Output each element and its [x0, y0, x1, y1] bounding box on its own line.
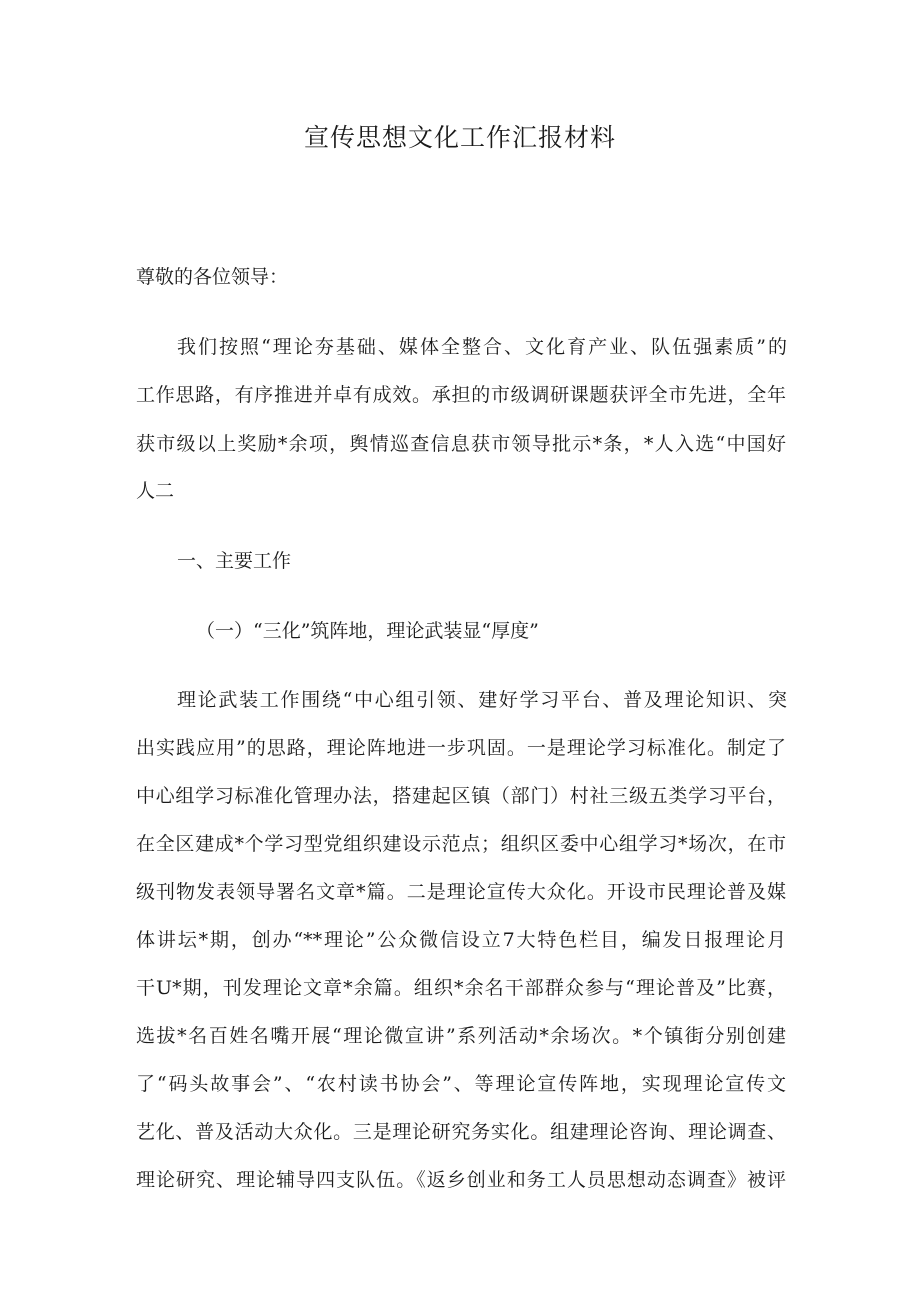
intro-line-1: 我们按照“理论夯基础、媒体全整合、文化育产业、队伍强素质”的 — [177, 336, 787, 358]
section1-line-11: 理论研究、理论辅导四支队伍。《返乡创业和务工人员思想动态调查》被评 — [136, 1169, 786, 1191]
section1-line-3: 中心组学习标准化管理办法，搭建起区镇（部门）村社三级五类学习平台， — [136, 785, 786, 807]
intro-line-4: 人二 — [136, 480, 175, 502]
section-heading-main-work: 一、主要工作 — [177, 550, 292, 572]
section1-line-7: 干U*期，刊发理论文章*余篇。组织*余名干部群众参与“理论普及”比赛， — [136, 977, 786, 999]
section1-line-1: 理论武装工作围绕“中心组引领、建好学习平台、普及理论知识、突 — [177, 689, 787, 711]
section1-line-8: 选拔*名百姓名嘴开展“理论微宣讲”系列活动*余场次。*个镇街分别创建 — [136, 1025, 786, 1047]
document-title: 宣传思想文化工作汇报材料 — [303, 123, 616, 152]
section1-line-4: 在全区建成*个学习型党组织建设示范点；组织区委中心组学习*场次，在市 — [136, 833, 786, 855]
intro-line-3: 获市级以上奖励*余项，舆情巡查信息获市领导批示*条，*人入选“中国好 — [136, 433, 786, 455]
section1-line-10: 艺化、普及活动大众化。三是理论研究务实化。组建理论咨询、理论调查、 — [136, 1121, 786, 1143]
salutation: 尊敬的各位领导： — [136, 266, 289, 288]
intro-line-2: 工作思路，有序推进并卓有成效。承担的市级调研课题获评全市先进，全年 — [136, 384, 786, 406]
section1-line-6: 体讲坛*期，创办“**理论”公众微信设立7大特色栏目，编发日报理论月 — [136, 929, 786, 951]
section1-line-2: 出实践应用”的思路，理论阵地进一步巩固。一是理论学习标准化。制定了 — [136, 737, 786, 759]
section1-line-5: 级刊物发表领导署名文章*篇。二是理论宣传大众化。开设市民理论普及媒 — [136, 881, 786, 903]
subsection-heading-1: （一）“三化”筑阵地，理论武装显“厚度” — [196, 620, 539, 642]
section1-line-9: 了“码头故事会”、“农村读书协会”、等理论宣传阵地，实现理论宣传文 — [136, 1073, 786, 1095]
